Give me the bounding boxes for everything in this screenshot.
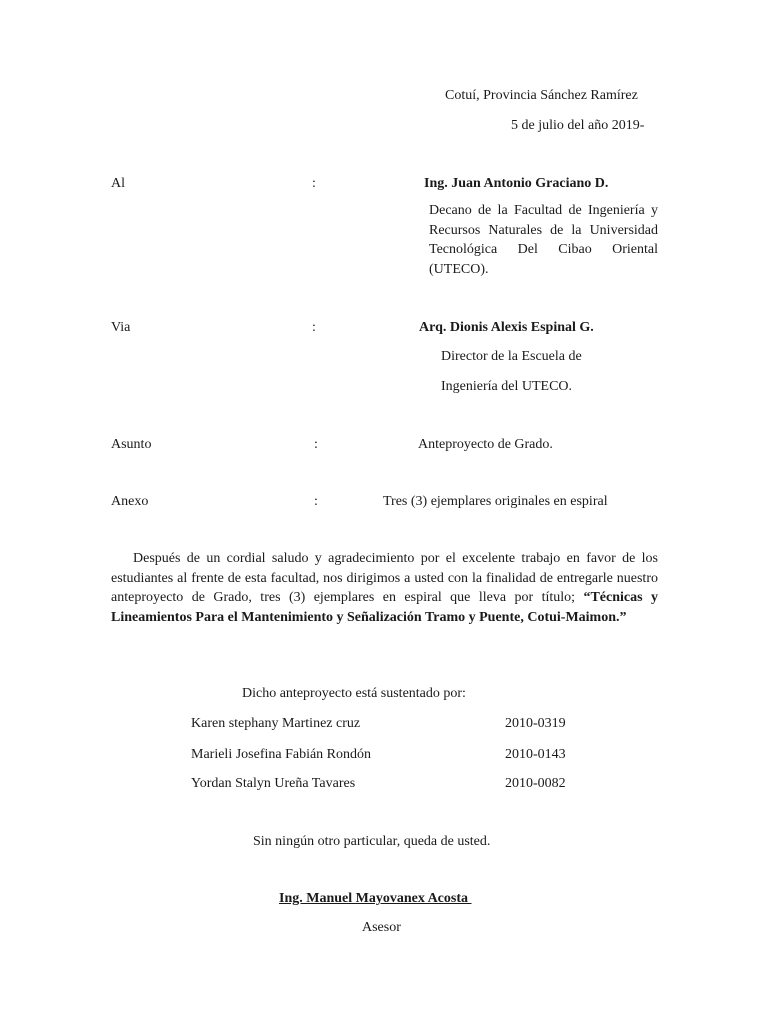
signer-name: Ing. Manuel Mayovanex Acosta [279, 891, 472, 906]
student-id-1: 2010-0319 [505, 716, 566, 731]
anexo-label: Anexo [111, 494, 149, 509]
asunto-value: Anteproyecto de Grado. [418, 437, 553, 452]
via-title-line-2: Ingeniería del UTECO. [441, 379, 573, 394]
anexo-value: Tres (3) ejemplares originales en espiral [383, 494, 608, 509]
place-line: Cotuí, Provincia Sánchez Ramírez [445, 88, 638, 103]
anexo-colon: : [314, 494, 318, 509]
body-paragraph [111, 549, 658, 627]
al-colon: : [312, 176, 316, 191]
student-name-1: Karen stephany Martinez cruz [191, 716, 361, 731]
via-label: Via [111, 320, 131, 335]
signer-role: Asesor [362, 920, 401, 935]
date-line: 5 de julio del año 2019- [511, 118, 645, 133]
closing-line: Sin ningún otro particular, queda de usted. [253, 834, 491, 849]
al-label: Al [111, 176, 125, 191]
student-id-3: 2010-0082 [505, 776, 566, 791]
al-recipient-name: Ing. Juan Antonio Graciano D. [424, 176, 609, 191]
student-name-2: Marieli Josefina Fabián Rondón [191, 747, 372, 762]
asunto-label: Asunto [111, 437, 152, 452]
al-recipient-description: Decano de la Facultad de Ingeniería y Recursos Naturales de la Universidad Tecnológica Del Cibao Oriental (UTECO). [429, 203, 658, 277]
body-text: Después de un cordial saludo y agradecimiento por el excelente trabajo en favor de los estudiantes al frente de esta facultad, nos dirigimos a usted con la finalidad de entregarle nuestro anteproyecto de Grado, tres (3) ejemplares en espiral que lleva por título; [111, 551, 658, 605]
project-title: “Técnicas y Lineamientos Para el Mantenimiento y Señalización Tramo y Puente, Cotui-Maimon.” [111, 590, 659, 625]
student-name-3: Yordan Stalyn Ureña Tavares [191, 776, 356, 791]
student-id-2: 2010-0143 [505, 747, 566, 762]
asunto-colon: : [314, 437, 318, 452]
via-name: Arq. Dionis Alexis Espinal G. [419, 320, 594, 335]
students-intro: Dicho anteproyecto está sustentado por: [242, 686, 466, 701]
via-title-line-1: Director de la Escuela de [441, 349, 582, 364]
via-colon: : [312, 320, 316, 335]
